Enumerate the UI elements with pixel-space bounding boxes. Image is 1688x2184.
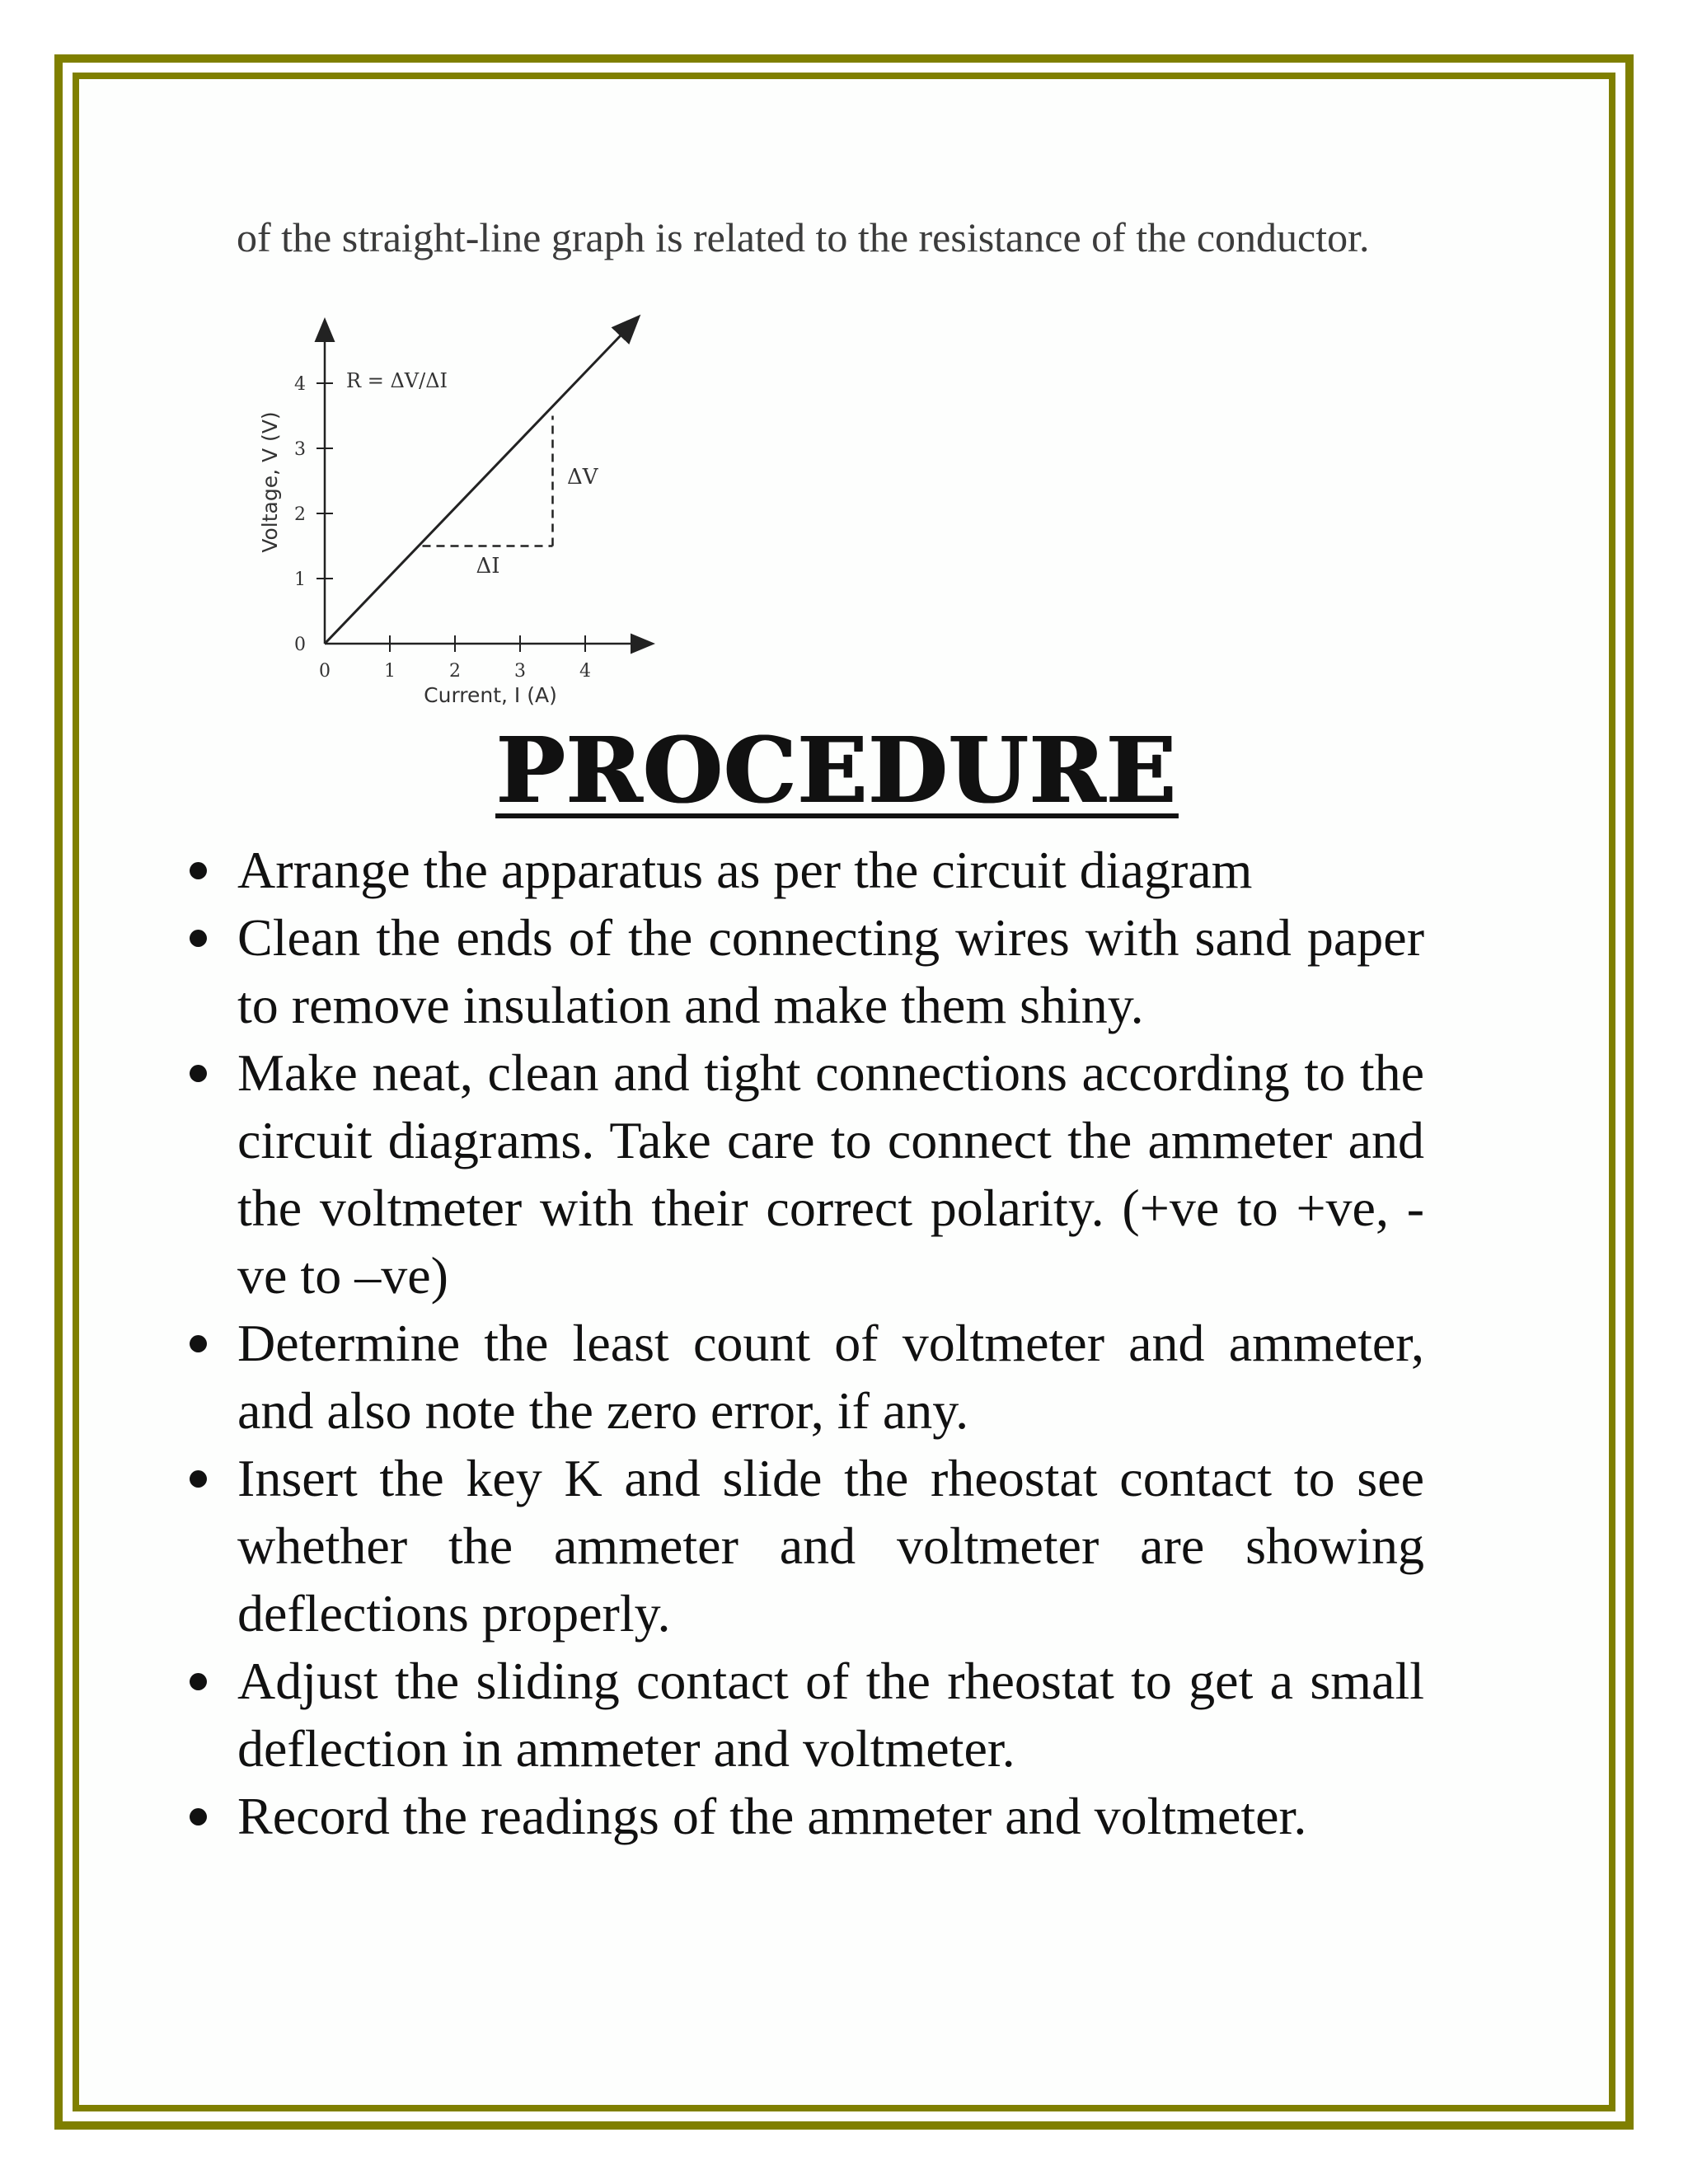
procedure-step xyxy=(190,1445,1424,1647)
x-tick-label: 2 xyxy=(449,661,461,682)
intro-paragraph: of the straight-line graph is related to the resistance of the conductor. xyxy=(237,214,1370,260)
procedure-heading xyxy=(0,717,1688,823)
procedure-heading-text: PROCEDURE xyxy=(496,717,1177,823)
procedure-step xyxy=(190,1647,1424,1783)
delta-v-label: ΔV xyxy=(567,465,598,490)
y-tick-label: 1 xyxy=(294,569,306,590)
step-text: Adjust the sliding contact of the rheostat to get a small deflection in ammeter and voltmeter. xyxy=(237,1652,1424,1778)
procedure-step xyxy=(190,837,1424,904)
step-text: Clean the ends of the connecting wires with sand paper to remove insulation and make them shiny. xyxy=(237,908,1424,1034)
x-tick-label: 0 xyxy=(319,661,331,682)
formula-label: R = ΔV/ΔI xyxy=(346,369,448,392)
chart-layer xyxy=(258,318,651,707)
procedure-step xyxy=(190,1310,1424,1445)
voltage-current-chart xyxy=(239,305,684,717)
step-text: Record the readings of the ammeter and voltmeter. xyxy=(237,1787,1307,1845)
x-tick-label: 1 xyxy=(384,661,396,682)
delta-i-label: ΔI xyxy=(476,554,500,579)
bullet-icon xyxy=(190,1673,207,1690)
bullet-icon xyxy=(190,930,207,947)
x-tick-label: 3 xyxy=(514,661,526,682)
y-tick-label: 0 xyxy=(294,635,306,655)
bullet-icon xyxy=(190,1808,207,1825)
y-tick-label: 2 xyxy=(294,504,306,525)
procedure-step xyxy=(190,904,1424,1039)
procedure-step xyxy=(190,1039,1424,1310)
step-text: Insert the key K and slide the rheostat contact to see whether the ammeter and voltmeter are showing deflections properly. xyxy=(237,1449,1424,1643)
y-axis-label: Voltage, V (V) xyxy=(258,411,282,553)
bullet-icon xyxy=(190,1065,207,1082)
step-text: Determine the least count of voltmeter and ammeter, and also note the zero error, if any. xyxy=(237,1314,1424,1440)
x-axis-label: Current, I (A) xyxy=(424,683,557,707)
y-tick-label: 4 xyxy=(294,374,306,395)
procedure-step xyxy=(190,1783,1424,1850)
procedure-list xyxy=(190,837,1424,1850)
step-text: Arrange the apparatus as per the circuit diagram xyxy=(237,841,1253,899)
bullet-icon xyxy=(190,1335,207,1352)
bullet-icon xyxy=(190,862,207,879)
x-tick-label: 4 xyxy=(579,661,591,682)
bullet-icon xyxy=(190,1470,207,1488)
y-tick-label: 3 xyxy=(294,439,306,460)
step-text: Make neat, clean and tight connections according to the circuit diagrams. Take care to connect the ammeter and the voltmeter with their correct polarity. (+ve to +ve, -ve to –ve) xyxy=(237,1043,1424,1305)
